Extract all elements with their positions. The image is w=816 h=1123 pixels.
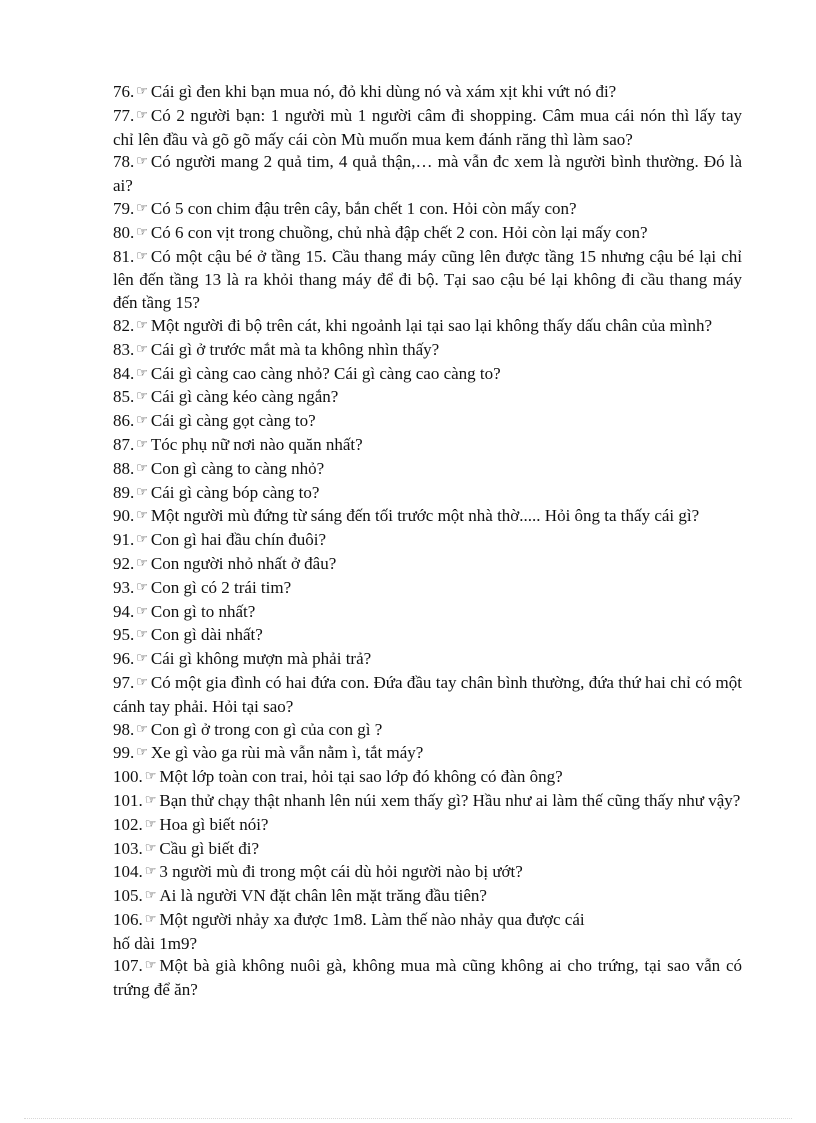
riddle-number: 87. [113,434,135,454]
riddle-text: Có một gia đình có hai đứa con. Đứa đầu tay chân bình thường, đứa thứ hai chỉ có một cánh tay phải. Hỏi tại sao? [113,672,742,716]
riddle-item [113,315,742,339]
riddle-text: Xe gì vào ga rùi mà vẫn nằm ì, tắt máy? [150,743,424,763]
riddle-item [113,553,742,577]
riddle-text: Có 6 con vịt trong chuồng, chủ nhà đập chết 2 con. Hỏi còn lại mấy con? [150,222,648,242]
riddle-list [113,81,742,1002]
riddle-number: 107. [113,956,143,976]
riddle-item [113,814,742,838]
page-bottom-divider [24,1118,792,1119]
riddle-number: 100. [113,767,143,787]
riddle-text: Cái gì càng bóp càng to? [150,482,320,502]
riddle-item [113,434,742,458]
pointing-hand-icon: ☞ [136,199,148,215]
pointing-hand-icon: ☞ [144,791,157,807]
pointing-hand-icon: ☞ [136,316,148,332]
pointing-hand-icon: ☞ [136,602,148,618]
riddle-text: Con gì càng to càng nhỏ? [150,458,325,478]
riddle-text: 3 người mù đi trong một cái dù hỏi người nào bị ướt? [159,862,523,882]
riddle-item [113,81,742,105]
riddle-item [113,601,742,625]
riddle-text: Cái gì ở trước mắt mà ta không nhìn thấy? [150,339,440,359]
pointing-hand-icon: ☞ [144,910,157,926]
pointing-hand-icon: ☞ [136,412,148,428]
riddle-text: Con gì ở trong con gì của con gì ? [150,719,383,739]
riddle-text: Có 5 con chim đậu trên cây, bắn chết 1 con. Hỏi còn mấy con? [150,198,577,218]
riddle-number: 78. [113,152,135,172]
pointing-hand-icon: ☞ [136,554,148,570]
riddle-item [113,198,742,222]
riddle-number: 101. [113,790,143,810]
riddle-number: 103. [113,838,143,858]
pointing-hand-icon: ☞ [136,531,148,547]
riddle-item [113,909,742,956]
riddle-item [113,577,742,601]
riddle-item [113,339,742,363]
pointing-hand-icon: ☞ [136,83,148,98]
riddle-item [113,885,742,909]
riddle-item [113,766,742,790]
riddle-item [113,529,742,553]
pointing-hand-icon: ☞ [136,435,148,451]
riddle-item [113,105,742,152]
riddle-number: 93. [113,577,135,597]
riddle-text: Cái gì càng cao càng nhỏ? Cái gì càng cao càng to? [150,363,501,383]
pointing-hand-icon: ☞ [136,650,148,666]
pointing-hand-icon: ☞ [136,483,148,499]
pointing-hand-icon: ☞ [136,340,148,356]
riddle-item [113,955,742,1002]
pointing-hand-icon: ☞ [136,744,148,760]
riddle-text: Con gì hai đầu chín đuôi? [150,530,327,550]
riddle-text: Có một cậu bé ở tầng 15. Cầu thang máy cũng lên được tầng 15 nhưng cậu bé lại chỉ lên đến tầng 13 là ra khỏi thang máy để đi bộ. Tại sao cậu bé lại không đi cầu thang máy đến tầng 15? [113,246,742,313]
pointing-hand-icon: ☞ [136,673,148,689]
pointing-hand-icon: ☞ [136,106,148,122]
riddle-text: Có 2 người bạn: 1 người mù 1 người câm đi shopping. Câm mua cái nón thì lấy tay chỉ lên đầu và gõ gõ mấy cái còn Mù muốn mua kem đánh răng thì làm sao? [113,105,742,149]
riddle-text: Cái gì càng kéo càng ngắn? [150,387,339,407]
pointing-hand-icon: ☞ [144,815,157,831]
pointing-hand-icon: ☞ [136,578,148,594]
riddle-number: 99. [113,743,135,763]
pointing-hand-icon: ☞ [136,223,148,239]
riddle-text: Con gì có 2 trái tim? [150,577,292,597]
pointing-hand-icon: ☞ [136,626,148,642]
riddle-item [113,648,742,672]
riddle-number: 77. [113,105,135,125]
pointing-hand-icon: ☞ [136,153,148,169]
pointing-hand-icon: ☞ [136,364,148,380]
riddle-number: 106. [113,909,143,929]
pointing-hand-icon: ☞ [144,863,157,879]
riddle-number: 86. [113,411,135,431]
riddle-text: Cầu gì biết đi? [159,838,260,858]
riddle-text: Một bà già không nuôi gà, không mua mà cũng không ai cho trứng, tại sao vẫn có trứng để ăn? [113,956,742,1000]
riddle-number: 80. [113,222,135,242]
riddle-number: 81. [113,246,135,266]
riddle-text: Tóc phụ nữ nơi nào quăn nhất? [150,434,363,454]
riddle-number: 104. [113,862,143,882]
riddle-number: 90. [113,506,135,526]
riddle-text: Con người nhỏ nhất ở đâu? [150,553,337,573]
pointing-hand-icon: ☞ [136,720,148,736]
riddle-text: Một người mù đứng từ sáng đến tối trước một nhà thờ..... Hỏi ông ta thấy cái gì? [150,506,700,526]
pointing-hand-icon: ☞ [144,957,157,973]
riddle-text: Cái gì không mượn mà phải trả? [150,649,372,669]
riddle-item [113,410,742,434]
riddle-item [113,624,742,648]
riddle-number: 79. [113,198,135,218]
pointing-hand-icon: ☞ [136,388,148,404]
riddle-number: 105. [113,886,143,906]
riddle-item [113,386,742,410]
riddle-item [113,838,742,862]
riddle-number: 84. [113,363,135,383]
riddle-number: 89. [113,482,135,502]
riddle-number: 91. [113,530,135,550]
riddle-text: Một người nhảy xa được 1m8. Làm thế nào nhảy qua được cái [159,909,585,929]
pointing-hand-icon: ☞ [144,839,157,855]
riddle-number: 88. [113,458,135,478]
riddle-number: 82. [113,315,135,335]
pointing-hand-icon: ☞ [136,507,148,523]
riddle-number: 92. [113,553,135,573]
riddle-number: 83. [113,339,135,359]
riddle-number: 96. [113,649,135,669]
riddle-item [113,458,742,482]
riddle-number: 76. [113,82,135,101]
riddle-item [113,672,742,719]
riddle-text: Ai là người VN đặt chân lên mặt trăng đầu tiên? [159,886,487,906]
riddle-text: Có người mang 2 quả tim, 4 quả thận,… mà vẫn đc xem là người bình thường. Đó là ai? [113,152,742,196]
riddle-item [113,222,742,246]
riddle-number: 85. [113,387,135,407]
riddle-number: 102. [113,814,143,834]
riddle-item [113,742,742,766]
riddle-item [113,505,742,529]
riddle-text: Con gì to nhất? [150,601,256,621]
riddle-text: Con gì dài nhất? [150,625,263,645]
riddle-item [113,482,742,506]
riddle-item [113,790,742,814]
riddle-text: Một lớp toàn con trai, hỏi tại sao lớp đó không có đàn ông? [159,767,563,787]
riddle-number: 94. [113,601,135,621]
riddle-number: 98. [113,719,135,739]
pointing-hand-icon: ☞ [136,247,148,263]
riddle-text: Cái gì càng gọt càng to? [150,411,316,431]
pointing-hand-icon: ☞ [136,459,148,475]
riddle-item [113,363,742,387]
riddle-item [113,151,742,198]
riddle-text-continuation: hố dài 1m9? [113,933,198,953]
riddle-text: Hoa gì biết nói? [159,814,269,834]
riddle-number: 95. [113,625,135,645]
riddle-item [113,246,742,315]
pointing-hand-icon: ☞ [144,768,157,784]
riddle-item [113,861,742,885]
pointing-hand-icon: ☞ [144,887,157,903]
riddle-text: Một người đi bộ trên cát, khi ngoảnh lại tại sao lại không thấy dấu chân của mình? [150,315,713,335]
riddle-text: Cái gì đen khi bạn mua nó, đỏ khi dùng nó và xám xịt khi vứt nó đi? [150,82,617,101]
riddle-number: 97. [113,672,135,692]
riddle-item [113,719,742,743]
riddle-text: Bạn thử chạy thật nhanh lên núi xem thấy gì? Hầu như ai làm thế cũng thấy như vậy? [159,790,741,810]
